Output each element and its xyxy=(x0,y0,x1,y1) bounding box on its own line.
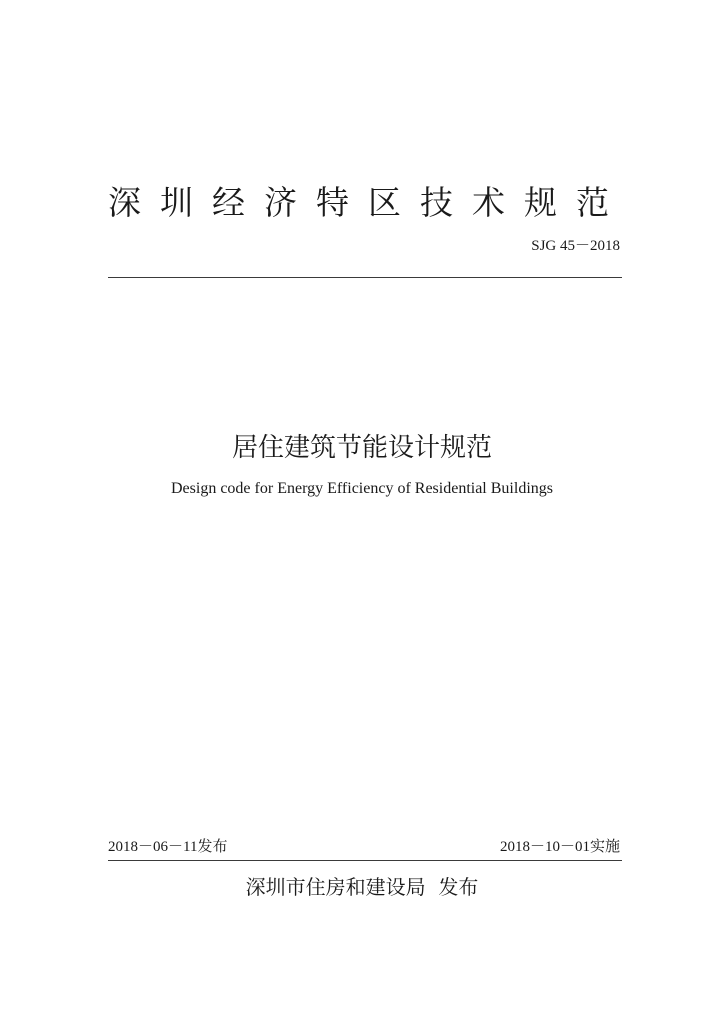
series-title: 深圳经济特区技术规范 xyxy=(108,183,628,222)
issue-date: 2018－06－11发布 xyxy=(108,839,228,855)
document-title-english: Design code for Energy Efficiency of Residential Buildings xyxy=(171,480,553,497)
implementation-date: 2018－10－01实施 xyxy=(499,839,620,855)
bottom-divider xyxy=(108,860,622,861)
publisher: 深圳市住房和建设局 发布 xyxy=(245,875,479,899)
document-title-chinese: 居住建筑节能设计规范 xyxy=(231,433,492,463)
top-divider xyxy=(108,277,622,278)
standard-code: SJG 45－2018 xyxy=(531,238,620,254)
